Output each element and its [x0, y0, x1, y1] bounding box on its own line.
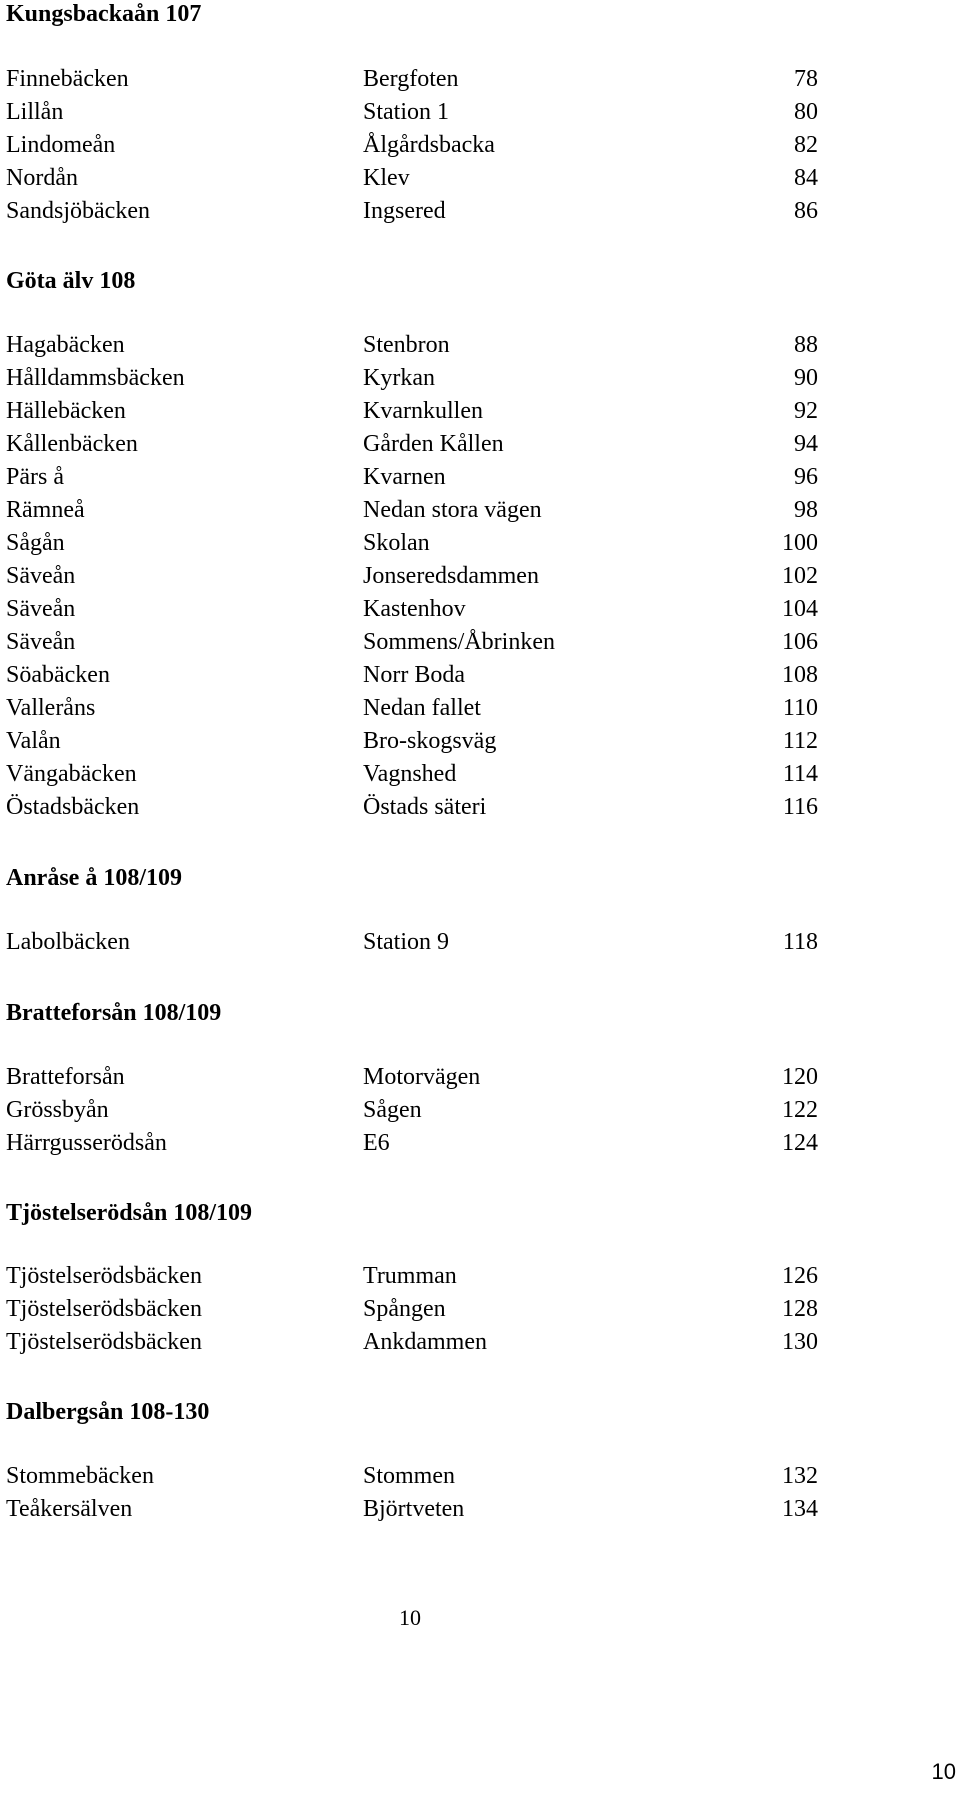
- stream-name: Teåkersälven: [6, 1496, 133, 1522]
- location-name: Jonseredsdammen: [363, 563, 539, 589]
- stream-name: Lillån: [6, 99, 64, 125]
- location-name: Björtveten: [363, 1496, 465, 1522]
- location-name: Klev: [363, 165, 410, 191]
- table-row: [0, 1292, 960, 1326]
- table-row: [0, 724, 960, 758]
- table-row: [0, 1126, 960, 1160]
- page-number: 104: [782, 596, 818, 622]
- page-number: 84: [794, 165, 818, 191]
- stream-name: Hålldammsbäcken: [6, 365, 185, 391]
- stream-name: Hagabäcken: [6, 332, 125, 358]
- stream-name: Valleråns: [6, 695, 96, 721]
- table-row: [0, 1093, 960, 1127]
- location-name: Sommens/Åbrinken: [363, 629, 555, 655]
- page-number: 134: [782, 1496, 818, 1522]
- table-row: [0, 559, 960, 593]
- section-heading: Anråse å 108/109: [6, 865, 182, 891]
- location-name: Sågen: [363, 1097, 422, 1123]
- page-number-center: 10: [399, 1605, 421, 1630]
- location-name: Ankdammen: [363, 1329, 487, 1355]
- stream-name: Säveån: [6, 596, 76, 622]
- page-number: 112: [782, 728, 818, 754]
- location-name: Kyrkan: [363, 365, 435, 391]
- table-row: [0, 194, 960, 228]
- page-number: 86: [794, 198, 818, 224]
- table-row: [0, 691, 960, 725]
- table-row: [0, 925, 960, 959]
- page-number: 102: [782, 563, 818, 589]
- table-row: [0, 1492, 960, 1526]
- table-row: [0, 625, 960, 659]
- stream-name: Tjöstelserödsbäcken: [6, 1263, 202, 1289]
- page-number-corner: 10: [931, 1759, 956, 1784]
- location-name: Spången: [363, 1296, 446, 1322]
- stream-name: Tjöstelserödsbäcken: [6, 1329, 202, 1355]
- location-name: Gården Kållen: [363, 431, 504, 457]
- table-row: [0, 1060, 960, 1094]
- page-number: 108: [782, 662, 818, 688]
- location-name: Norr Boda: [363, 662, 465, 688]
- page-number: 88: [794, 332, 818, 358]
- page-number: 78: [794, 66, 818, 92]
- table-row: [0, 1259, 960, 1293]
- stream-name: Grössbyån: [6, 1097, 109, 1123]
- location-name: Motorvägen: [363, 1064, 481, 1090]
- page-number: 132: [782, 1463, 818, 1489]
- stream-name: Härrgusserödsån: [6, 1130, 167, 1156]
- location-name: Nedan fallet: [363, 695, 481, 721]
- page-number: 126: [782, 1263, 818, 1289]
- section-heading: Kungsbackaån 107: [6, 1, 202, 27]
- location-name: Vagnshed: [363, 761, 457, 787]
- location-name: Bro-skogsväg: [363, 728, 497, 754]
- page-number: 98: [794, 497, 818, 523]
- page-number: 100: [782, 530, 818, 556]
- page-number: 90: [794, 365, 818, 391]
- location-name: Station 9: [363, 929, 450, 955]
- section-heading: Bratteforsån 108/109: [6, 1000, 222, 1026]
- page-number: 106: [782, 629, 818, 655]
- table-row: [0, 493, 960, 527]
- page-number: 94: [794, 431, 818, 457]
- location-name: E6: [363, 1130, 390, 1156]
- stream-name: Hällebäcken: [6, 398, 126, 424]
- page-number: 116: [782, 794, 818, 820]
- table-row: [0, 361, 960, 395]
- stream-name: Vängabäcken: [6, 761, 137, 787]
- stream-name: Lindomeån: [6, 132, 116, 158]
- stream-name: Kållenbäcken: [6, 431, 138, 457]
- location-name: Stommen: [363, 1463, 456, 1489]
- stream-name: Stommebäcken: [6, 1463, 154, 1489]
- table-row: [0, 328, 960, 362]
- location-name: Ingsered: [363, 198, 446, 224]
- stream-name: Nordån: [6, 165, 78, 191]
- table-row: [0, 790, 960, 824]
- table-row: [0, 161, 960, 195]
- stream-name: Pärs å: [6, 464, 64, 490]
- location-name: Trumman: [363, 1263, 457, 1289]
- stream-name: Sandsjöbäcken: [6, 198, 150, 224]
- section-heading: Tjöstelserödsån 108/109: [6, 1200, 252, 1226]
- table-row: [0, 1325, 960, 1359]
- location-name: Stenbron: [363, 332, 450, 358]
- stream-name: Finnebäcken: [6, 66, 129, 92]
- location-name: Ålgårdsbacka: [363, 132, 495, 158]
- table-row: [0, 1459, 960, 1493]
- location-name: Station 1: [363, 99, 450, 125]
- stream-name: Tjöstelserödsbäcken: [6, 1296, 202, 1322]
- table-row: [0, 128, 960, 162]
- location-name: Bergfoten: [363, 66, 459, 92]
- table-row: [0, 757, 960, 791]
- page-number: 92: [794, 398, 818, 424]
- location-name: Kvarnkullen: [363, 398, 483, 424]
- stream-name: Säveån: [6, 563, 76, 589]
- table-row: [0, 592, 960, 626]
- table-row: [0, 95, 960, 129]
- stream-name: Labolbäcken: [6, 929, 130, 955]
- table-row: [0, 427, 960, 461]
- table-row: [0, 460, 960, 494]
- stream-name: Säveån: [6, 629, 76, 655]
- stream-name: Sågån: [6, 530, 65, 556]
- page-number: 80: [794, 99, 818, 125]
- page-number: 96: [794, 464, 818, 490]
- location-name: Kastenhov: [363, 596, 466, 622]
- stream-name: Söabäcken: [6, 662, 110, 688]
- page-number: 114: [782, 761, 818, 787]
- location-name: Nedan stora vägen: [363, 497, 542, 523]
- page-number: 128: [782, 1296, 818, 1322]
- location-name: Östads säteri: [363, 794, 487, 820]
- page-number: 124: [782, 1130, 818, 1156]
- location-name: Skolan: [363, 530, 430, 556]
- page-number: 82: [794, 132, 818, 158]
- section-heading: Göta älv 108: [6, 268, 136, 294]
- page-number: 110: [782, 695, 818, 721]
- location-name: Kvarnen: [363, 464, 446, 490]
- stream-name: Valån: [6, 728, 61, 754]
- stream-name: Rämneå: [6, 497, 85, 523]
- stream-name: Östadsbäcken: [6, 794, 140, 820]
- page-number: 120: [782, 1064, 818, 1090]
- table-row: [0, 394, 960, 428]
- page-number: 122: [782, 1097, 818, 1123]
- table-row: [0, 62, 960, 96]
- table-row: [0, 526, 960, 560]
- section-heading: Dalbergsån 108-130: [6, 1399, 210, 1425]
- stream-name: Bratteforsån: [6, 1064, 125, 1090]
- table-row: [0, 658, 960, 692]
- page-number: 118: [782, 929, 818, 955]
- page-number: 130: [782, 1329, 818, 1355]
